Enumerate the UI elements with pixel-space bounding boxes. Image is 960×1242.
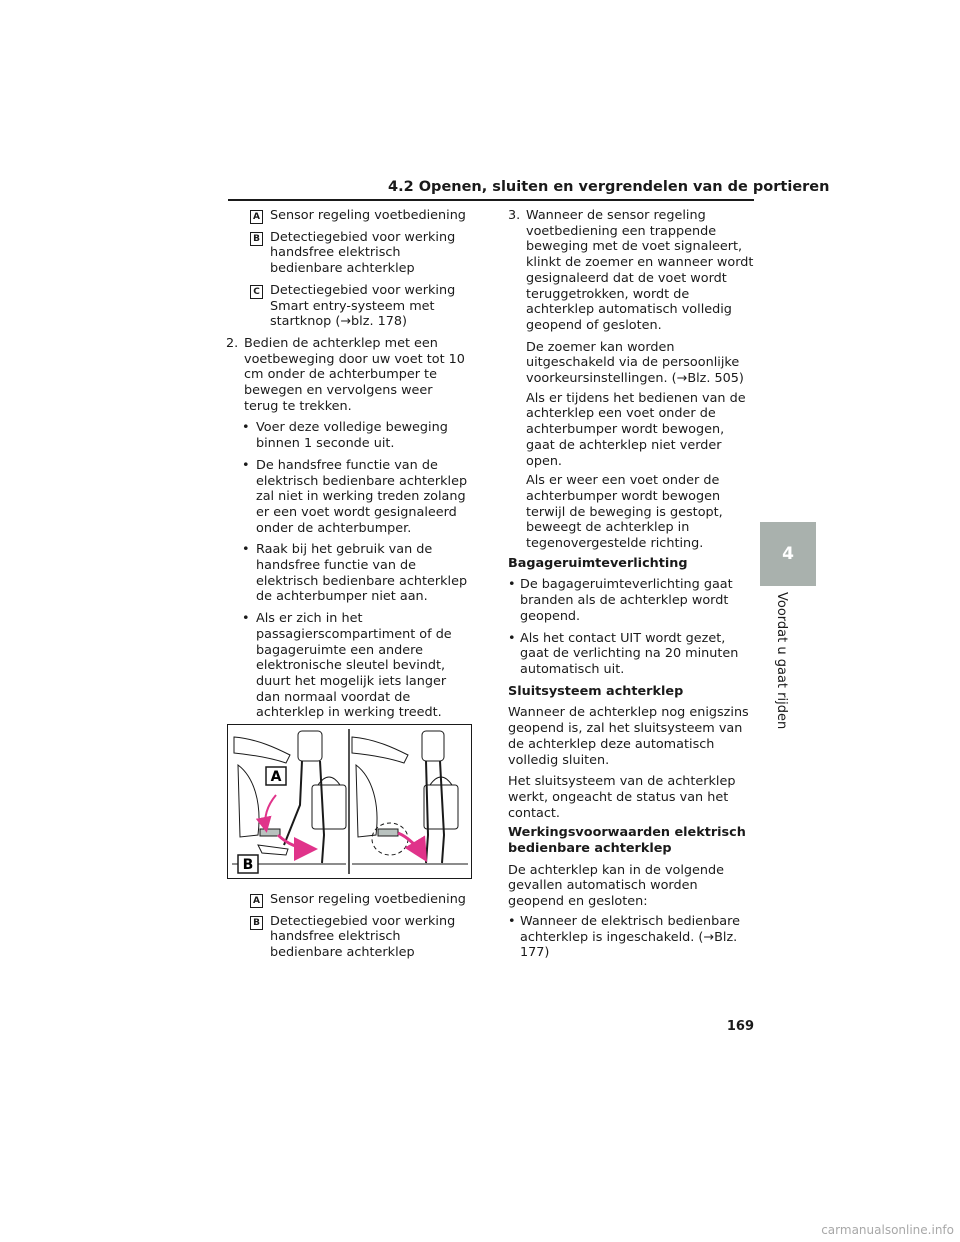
step-3-text: Wanneer de sensor regeling voetbediening een trappende beweging met de voet signaleert, klinkt de zoemer en wanneer wordt gesignaleerd dat de voet wordt teruggetrokken, wordt de achterklep automatisch volledig geopend of gesloten. (526, 208, 754, 333)
list-item: • Wanneer de elektrisch bedienbare achterklep is ingeschakeld. (→Blz. 177) (508, 913, 740, 961)
rear-body-shape-right (356, 765, 377, 837)
legend-mark-c: C (250, 285, 263, 299)
arrow-left-out (278, 835, 312, 849)
list-item-text: Als er zich in het passagierscompartiment of de bagageruimte een andere elektronische sleutel bevindt, duurt het mogelijk iets langer dan normaal voordat de achterklep in werking treedt. (256, 611, 452, 721)
page-number: 169 (726, 1019, 754, 1034)
legend-text-b: Detectiegebied voor werking handsfree elektrisch bedienbare achterklep (270, 229, 456, 277)
legend-item-c (226, 283, 470, 330)
bumper-shape-right (352, 737, 408, 763)
list-item: • Als het contact UIT wordt gezet, gaat de verlichting na 20 minuten automatisch uit. (508, 630, 739, 677)
list-item-text: Wanneer de elektrisch bedienbare achterklep is ingeschakeld. (→Blz. 177) (520, 913, 740, 961)
right-column (508, 208, 756, 967)
legend-text-a: Sensor regeling voetbediening (270, 208, 466, 223)
list-item-text: Voer deze volledige beweging binnen 1 seconde uit. (256, 420, 448, 452)
list-item: • Voer deze volledige beweging binnen 1 seconde uit. (242, 420, 448, 452)
bag-left (312, 785, 346, 829)
step-3-note: Als er tijdens het bedienen van de achterklep een voet onder de achterbumper wordt bewogen, gaat de achterklep niet verder open. (526, 390, 746, 469)
legend-text-c: Detectiegebied voor werking Smart entry-systeem met startknop (→blz. 178) (270, 282, 456, 330)
step-2-text: Bedien de achterklep met een voetbeweging door uw voet tot 10 cm onder de achterbumper te bewegen en vervolgens weer terug te trekken. (244, 335, 465, 414)
section-heading-operating-conditions: Werkingsvoorwaarden elektrisch bedienbare achterklep (508, 825, 746, 857)
label-a (266, 767, 286, 785)
figure-legend-text-a: Sensor regeling voetbediening (270, 892, 466, 907)
list-item-text: Als het contact UIT wordt gezet, gaat de verlichting na 20 minuten automatisch uit. (520, 630, 739, 677)
list-item-text: De handsfree functie van de elektrisch bedienbare achterklep zal niet in werking treden zolang er een voet wordt gesignaleerd onder de achterbumper. (256, 457, 468, 536)
watermark: carmanualsonline.info (821, 1223, 954, 1237)
legend-item-a (226, 208, 470, 224)
step-2 (226, 336, 470, 415)
figure-legend-mark-a: A (250, 894, 263, 908)
step-3-note: De zoemer kan worden uitgeschakeld via de persoonlijke voorkeursinstellingen. (→Blz. 505) (526, 339, 744, 387)
figure-legend-item-a (226, 892, 470, 908)
step-3 (508, 208, 756, 334)
person-torso-left (298, 731, 322, 761)
label-b (238, 855, 258, 873)
paragraph: De achterklep kan in de volgende gevallen automatisch worden geopend en gesloten: (508, 862, 725, 910)
legend-item-b (226, 230, 470, 277)
section-heading-closing-system: Sluitsysteem achterklep (508, 683, 684, 699)
list-item: • De bagageruimteverlichting gaat branden als de achterklep wordt geopend. (508, 577, 733, 624)
step-2-number: 2. (226, 335, 239, 351)
illustration-svg (228, 725, 471, 878)
legend-mark-b: B (250, 232, 263, 246)
figure-legend (226, 892, 470, 967)
page-header-title: 4.2 Openen, sluiten en vergrendelen van de portieren (388, 179, 830, 195)
step-3-note: Als er weer een voet onder de achterbumper wordt bewogen terwijl de beweging is gestopt, beweegt de achterklep in tegenovergestelde richting. (526, 473, 723, 552)
foot-sensor-illustration (227, 724, 472, 879)
figure-legend-text-b: Detectiegebied voor werking handsfree elektrisch bedienbare achterklep (270, 913, 456, 961)
list-item-text: Raak bij het gebruik van de handsfree functie van de elektrisch bedienbare achterklep de achterbumper niet aan. (256, 542, 468, 605)
list-item: • De handsfree functie van de elektrisch bedienbare achterklep zal niet in werking treden zolang er een voet wordt gesignaleerd onder de achterbumper. (242, 457, 468, 536)
sensor-area-right (378, 829, 398, 836)
sensor-area-left (260, 829, 280, 836)
arrow-left-in (265, 795, 276, 829)
chapter-label: Voordat u gaat rijden (774, 592, 789, 730)
rear-body-shape (238, 765, 259, 837)
svg-text:A: A (270, 769, 282, 785)
paragraph: Wanneer de achterklep nog enigszins geopend is, zal het sluitsysteem van de achterklep deze automatisch volledig sluiten. (508, 705, 749, 768)
paragraph: Het sluitsysteem van de achterklep werkt, ongeacht de status van het contact. (508, 774, 736, 821)
person-torso-right (422, 731, 444, 761)
foot-left (258, 845, 288, 855)
figure-legend-item-b (226, 914, 470, 961)
step-3-number: 3. (508, 208, 521, 223)
arrow-right-out (398, 833, 424, 857)
left-column (226, 208, 470, 727)
header-rule (228, 199, 754, 201)
list-item-text: De bagageruimteverlichting gaat branden als de achterklep wordt geopend. (520, 577, 733, 624)
section-heading-luggage-light: Bagageruimteverlichting (508, 555, 688, 571)
list-item: • Als er zich in het passagierscompartiment of de bagageruimte een andere elektronische sleutel bevindt, duurt het mogelijk iets langer dan normaal voordat de achterklep in werking treedt. (242, 611, 452, 721)
bumper-shape (234, 737, 290, 763)
svg-text:B: B (242, 857, 254, 873)
chapter-tab: 4 (760, 522, 816, 586)
list-item: • Raak bij het gebruik van de handsfree functie van de elektrisch bedienbare achterklep de achterbumper niet aan. (242, 542, 468, 605)
legend-mark-a: A (250, 210, 263, 224)
detection-zone (372, 823, 408, 855)
figure-legend-mark-b: B (250, 916, 263, 930)
